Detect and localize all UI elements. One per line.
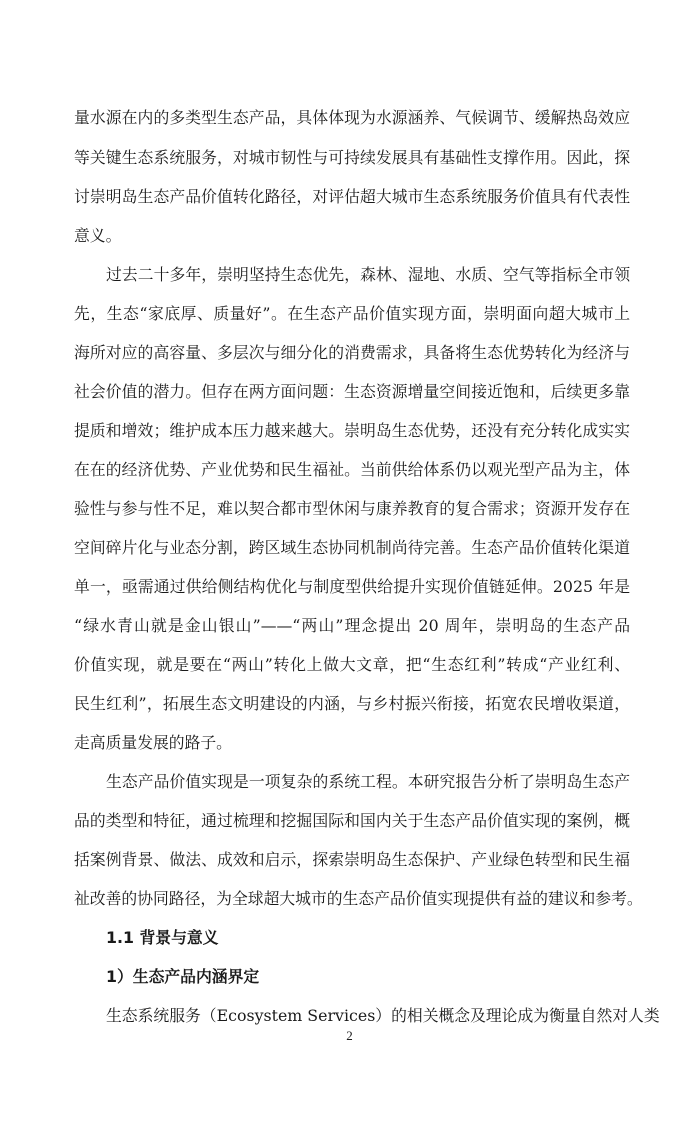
paragraph-line: 社会价值的潜力。但存在两方面问题：生态资源增量空间接近饱和，后续更多靠 xyxy=(74,382,630,401)
paragraph-line: 民生红利”，拓展生态文明建设的内涵，与乡村振兴衔接，拓宽农民增收渠道， xyxy=(74,694,630,713)
paragraph-line: 等关键生态系统服务，对城市韧性与可持续发展具有基础性支撑作用。因此，探 xyxy=(74,148,630,167)
paragraph-line: 量水源在内的多类型生态产品，具体体现为水源涵养、气候调节、缓解热岛效应 xyxy=(74,108,630,127)
paragraph-line: 空间碎片化与业态分割，跨区域生态协同机制尚待完善。生态产品价值转化渠道 xyxy=(74,538,630,557)
section-heading: 1.1 背景与意义 xyxy=(106,928,219,947)
paragraph-line: 验性与参与性不足，难以契合都市型休闲与康养教育的复合需求；资源开发存在 xyxy=(74,499,630,518)
paragraph-line: 提质和增效；维护成本压力越来越大。崇明岛生态优势，还没有充分转化成实实 xyxy=(74,421,630,440)
paragraph-line: 祉改善的协同路径，为全球超大城市的生态产品价值实现提供有益的建议和参考。 xyxy=(74,889,643,908)
paragraph-line: 价值实现，就是要在“两山”转化上做大文章，把“生态红利”转成“产业红利、 xyxy=(74,655,630,674)
paragraph-line: 生态系统服务（Ecosystem Services）的相关概念及理论成为衡量自然对人类 xyxy=(106,1006,660,1025)
paragraph-line: 单一，亟需通过供给侧结构优化与制度型供给提升实现价值链延伸。2025 年是 xyxy=(74,577,630,596)
paragraph-line: 意义。 xyxy=(74,226,122,245)
paragraph-line: 括案例背景、做法、成效和启示，探索崇明岛生态保护、产业绿色转型和民生福 xyxy=(74,850,630,869)
paragraph-line: 先，生态“家底厚、质量好”。在生态产品价值实现方面，崇明面向超大城市上 xyxy=(74,304,630,323)
paragraph-line: “绿水青山就是金山银山”——“两山”理念提出 20 周年，崇明岛的生态产品 xyxy=(74,616,630,635)
paragraph-line: 生态产品价值实现是一项复杂的系统工程。本研究报告分析了崇明岛生态产 xyxy=(106,772,630,791)
page-number: 2 xyxy=(346,1028,353,1043)
paragraph-line: 讨崇明岛生态产品价值转化路径，对评估超大城市生态系统服务价值具有代表性 xyxy=(74,187,630,206)
paragraph-line: 海所对应的高容量、多层次与细分化的消费需求，具备将生态优势转化为经济与 xyxy=(74,343,630,362)
subsection-heading: 1）生态产品内涵界定 xyxy=(106,967,260,986)
paragraph-line: 品的类型和特征，通过梳理和挖掘国际和国内关于生态产品价值实现的案例，概 xyxy=(74,811,630,830)
paragraph-line: 走高质量发展的路子。 xyxy=(74,733,232,752)
paragraph-line: 在在的经济优势、产业优势和民生福祉。当前供给体系仍以观光型产品为主，体 xyxy=(74,460,630,479)
paragraph-line: 过去二十多年，崇明坚持生态优先，森林、湿地、水质、空气等指标全市领 xyxy=(106,265,630,284)
